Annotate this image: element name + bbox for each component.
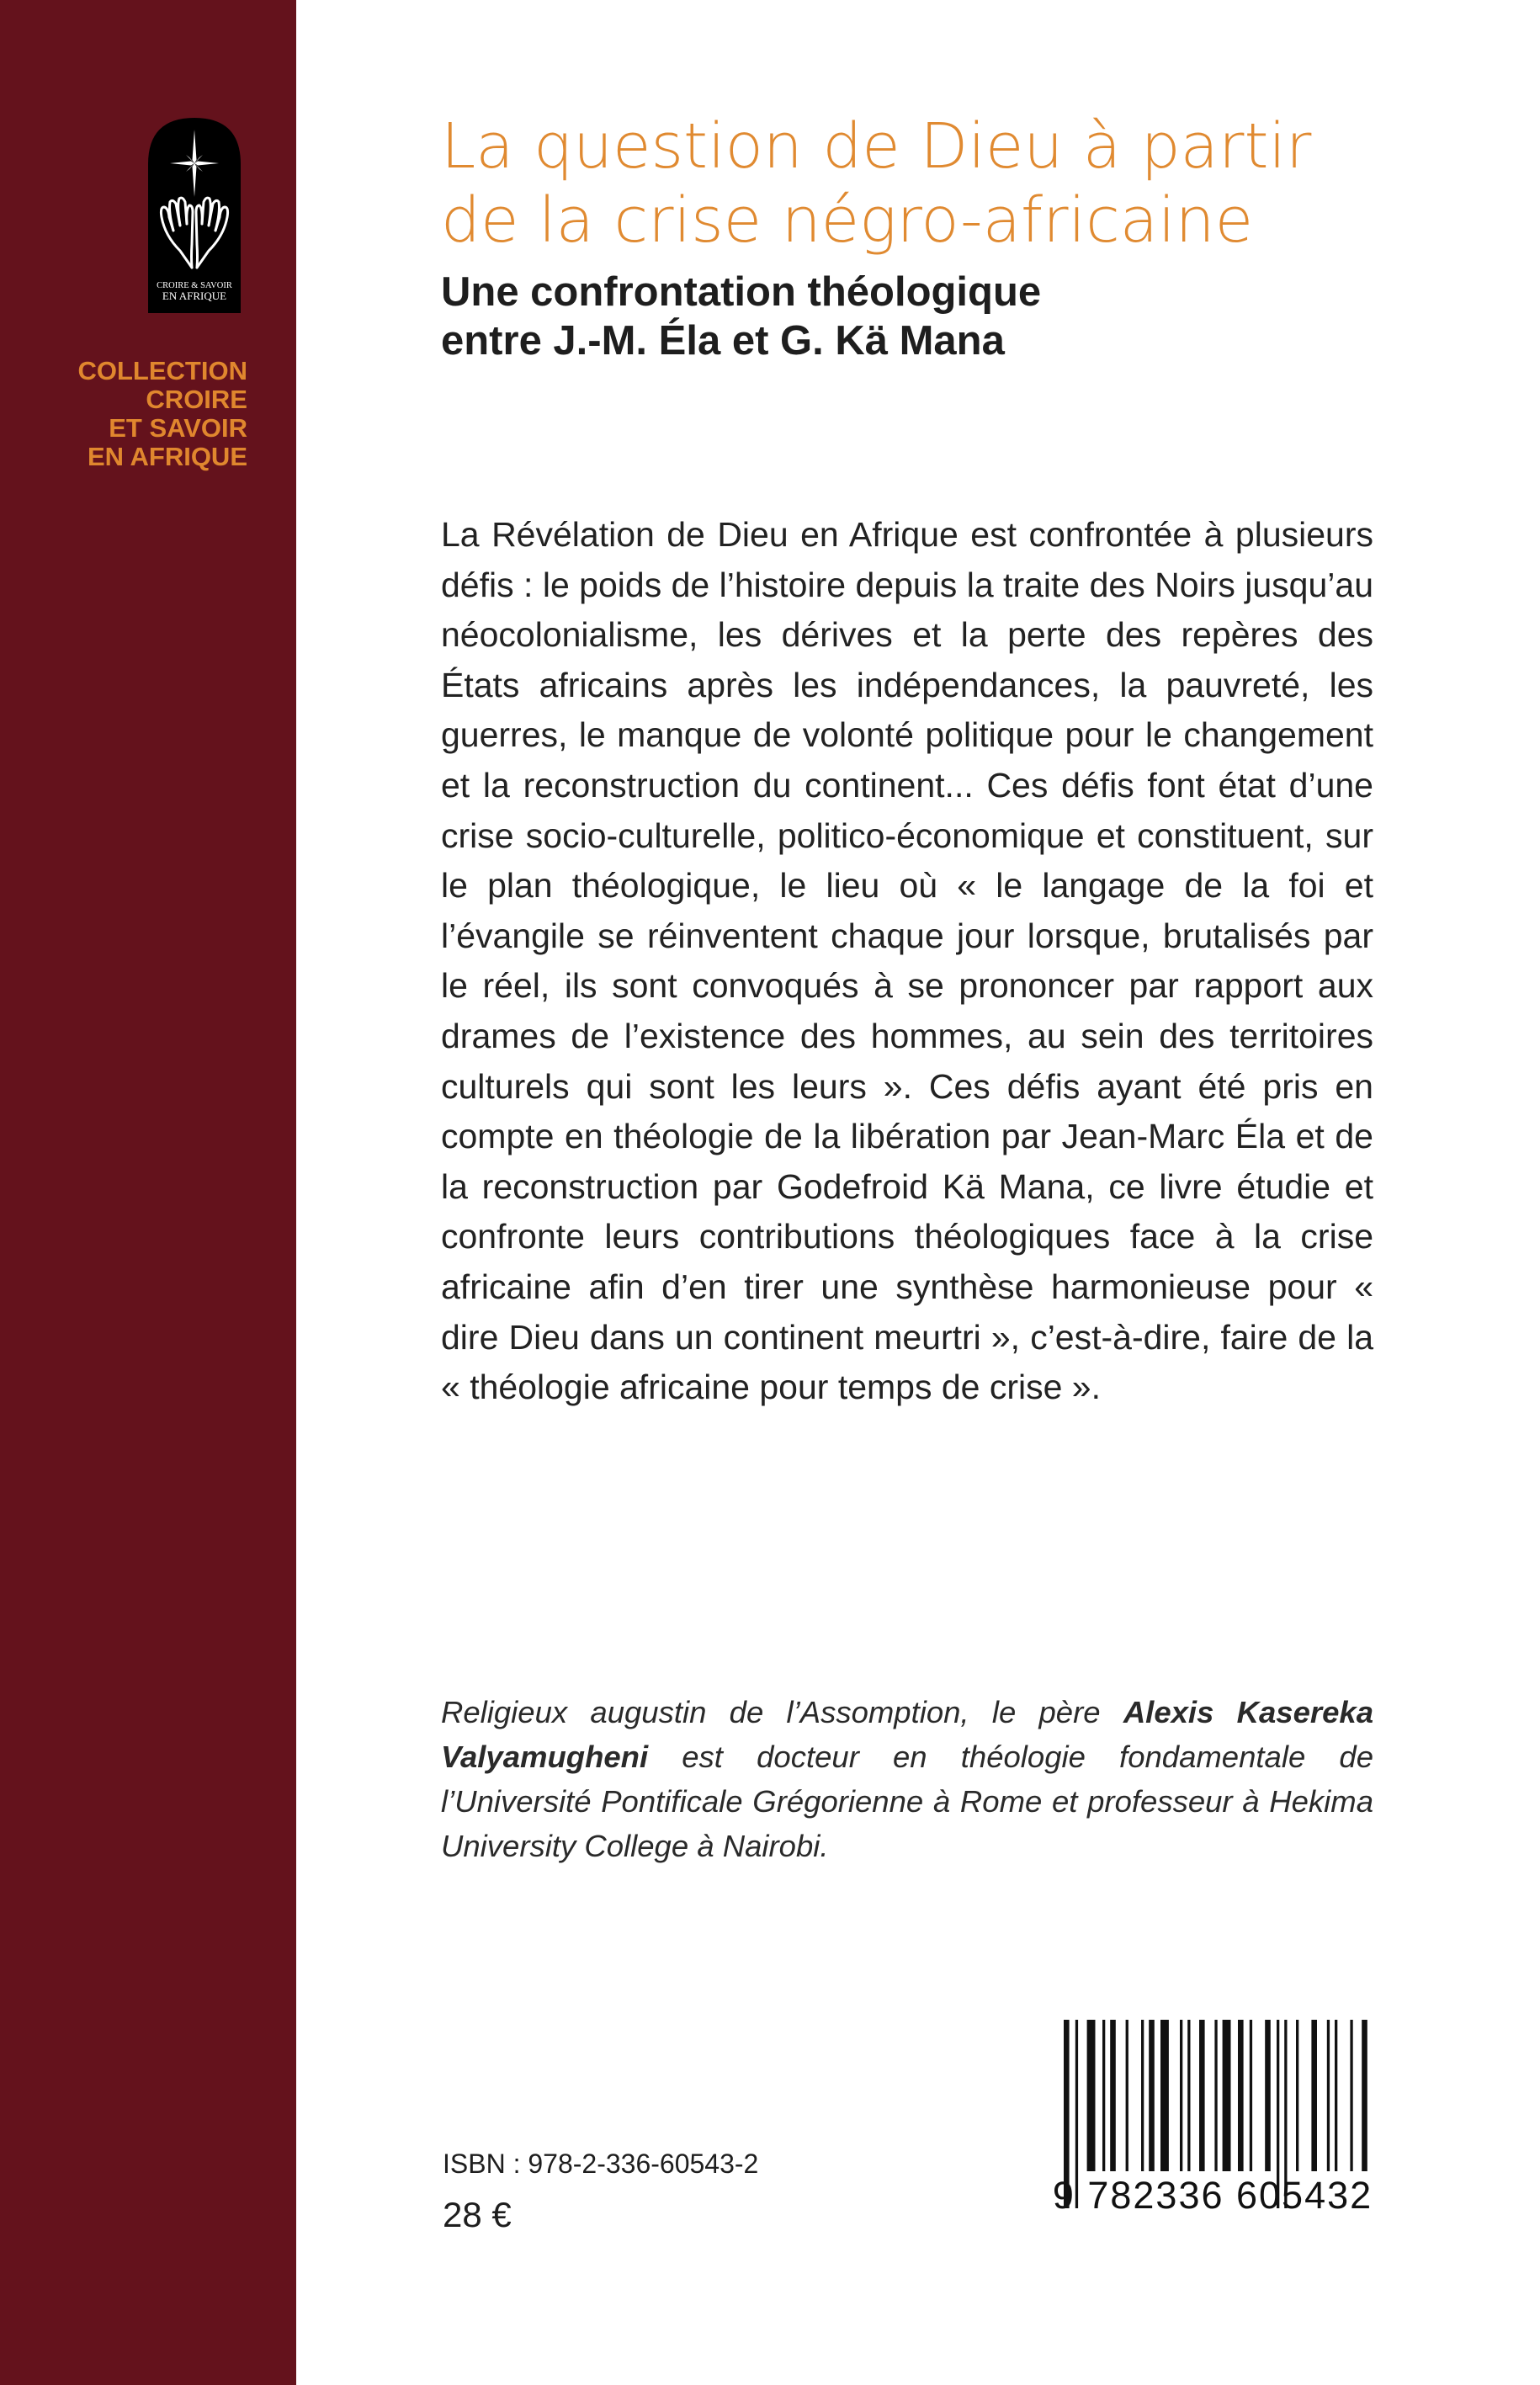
barcode-bar [1327,2020,1330,2171]
barcode-bar [1087,2020,1096,2171]
author-bio-intro: Religieux augustin de l’Assomption, le père [441,1695,1123,1729]
barcode-bar [1335,2020,1337,2171]
barcode-bar [1126,2020,1128,2171]
book-title-line2: de la crise négro-africaine [441,184,1254,257]
isbn: ISBN : 978-2-336-60543-2 [443,2149,759,2179]
barcode-number: 9 782336 605432 [1052,2174,1373,2217]
author-name: Alexis Kasereka Valyamugheni [441,1695,1373,1774]
publisher-logo [148,118,241,313]
logo-text-line1: CROIRE & SAVOIR [157,281,232,290]
barcode-bar [1180,2020,1182,2171]
collection-label [34,357,247,471]
barcode-bar [1187,2020,1190,2171]
barcode-bar [1311,2020,1317,2171]
barcode-bar [1199,2020,1205,2171]
barcode-bar [1265,2020,1271,2171]
collection-line: CROIRE [146,385,247,414]
price: 28 € [443,2195,512,2234]
barcode-bar [1102,2020,1105,2171]
collection-line: COLLECTION [77,356,247,385]
barcode-bar [1141,2020,1144,2171]
barcode-bar [1149,2020,1155,2171]
collection-line: ET SAVOIR [109,413,247,443]
barcode-bar [1362,2020,1367,2171]
author-bio-details: est docteur en théologie fondamentale de l’Université Pontificale Grégorienne à Rome et professeur à Hekima University College à Nairobi. [441,1740,1373,1863]
barcode-bar [1250,2020,1252,2171]
barcode-bar [1296,2020,1298,2171]
book-title [441,109,1493,258]
book-subtitle-line2: entre J.-M. Éla et G. Kä Mana [441,318,1005,364]
barcode-bar [1350,2020,1352,2171]
sidebar [0,0,296,2385]
barcode-bar [1238,2020,1244,2171]
collection-line: EN AFRIQUE [87,442,247,471]
barcode-bar [1223,2020,1231,2171]
logo-text-line2: EN AFRIQUE [162,289,227,302]
barcode-bar [1110,2020,1116,2171]
book-subtitle [441,268,1493,365]
book-title-line1: La question de Dieu à partir [441,110,1312,183]
barcode-bar [1160,2020,1169,2171]
author-bio [441,1690,1373,1868]
barcode-bar [1214,2020,1217,2171]
book-subtitle-line1: Une confrontation théologique [441,269,1042,315]
summary-text: La Révélation de Dieu en Afrique est confrontée à plusieurs défis : le poids de l’histoire depuis la traite des Noirs jusqu’au néocolonialisme, les dérives et la perte des repères des États africains après les indépendances, la pauvreté, les guerres, le manque de volonté politique pour le changement et la reconstruction du continent... Ces défis font état d’une crise socio-culturelle, politico-économique et constituent, sur le plan théologique, le lieu où « le langage de la foi et l’évangile se réinventent chaque jour lorsque, brutalisés par le réel, ils sont convoqués à se prononcer par rapport aux drames de l’existence des hommes, au sein des territoires culturels qui sont les leurs ». Ces défis ayant été pris en compte en théologie de la libération par Jean-Marc Éla et de la reconstruction par Godefroid Kä Mana, ce livre étudie et confronte leurs contributions théologiques face à la crise africaine afin d’en tirer une synthèse harmonieuse pour « dire Dieu dans un continent meurtri », c’est-à-dire, faire de la « théologie africaine pour temps de crise ». [441,515,1373,1407]
